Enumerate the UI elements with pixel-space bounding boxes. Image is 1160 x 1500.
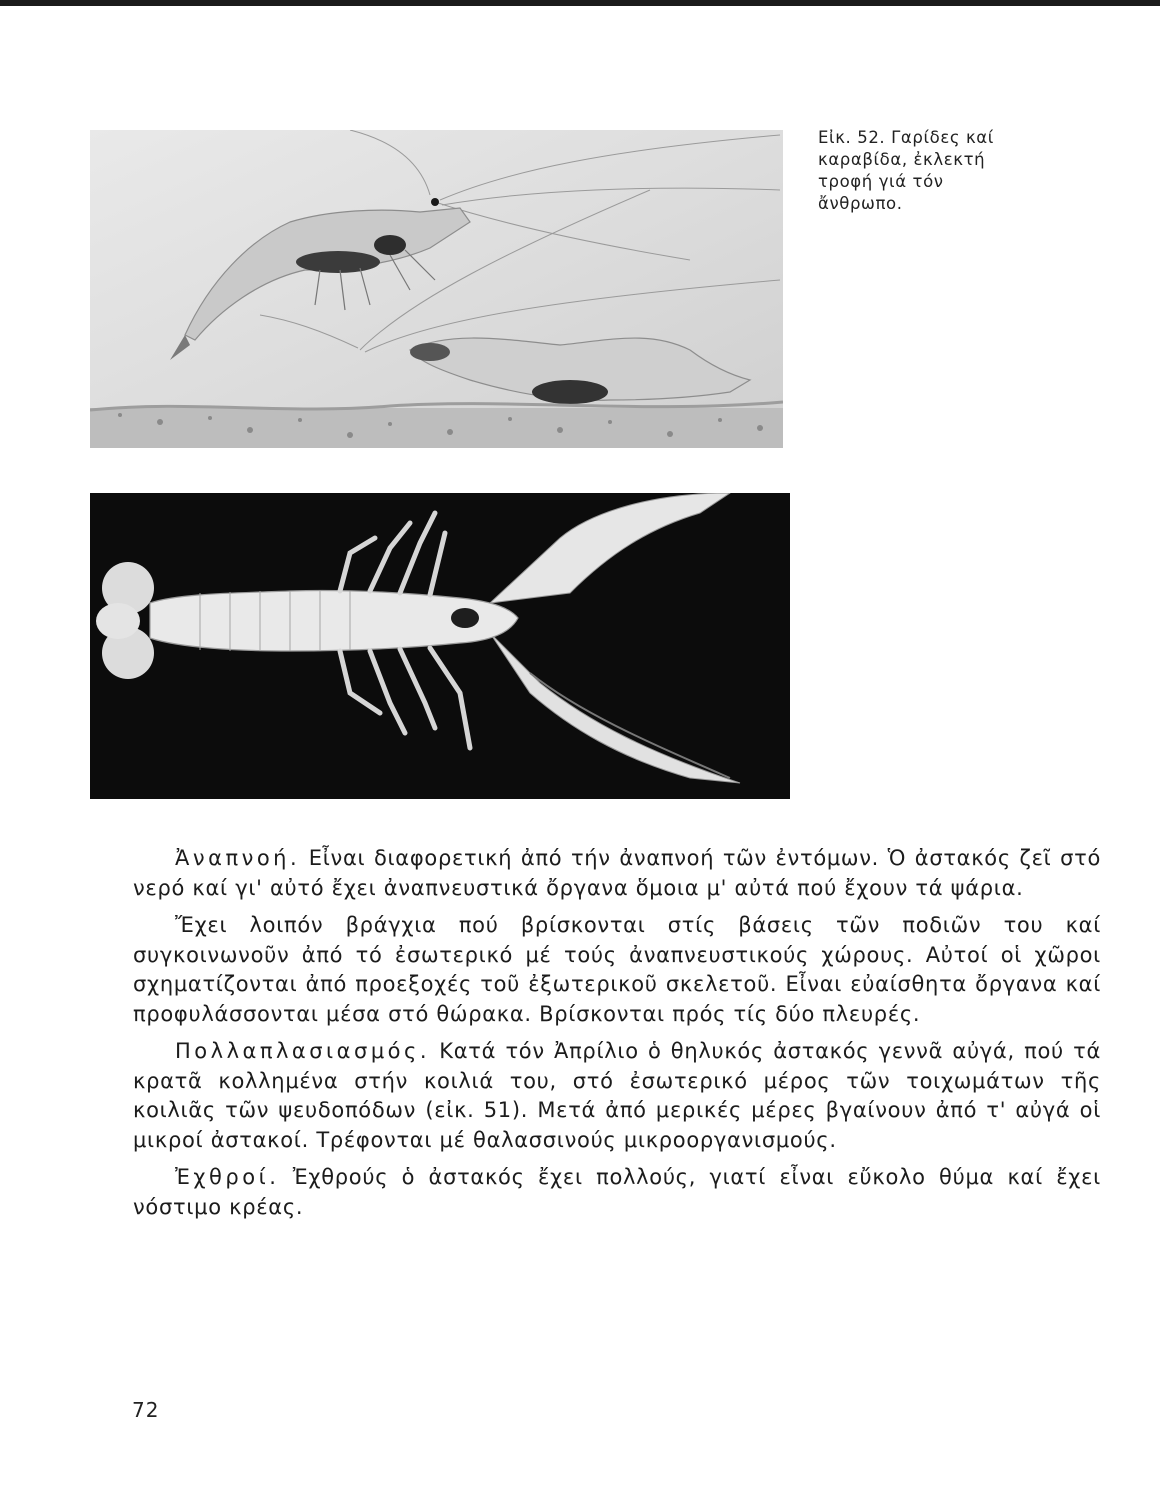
- paragraph-text: Εἶναι διαφορετική ἀπό τήν ἀναπνοή τῶν ἐντόμων. Ὁ ἀστακός ζεῖ στό νερό καί γι' αὐτό ἔχει ἀναπνευστικά ὄργανα ὅμοια μ' αὐτά πού ἔχουν τά ψάρια.: [133, 846, 1101, 900]
- paragraph: [133, 1037, 1101, 1155]
- paragraph-text: Ἔχει λοιπόν βράγχια πού βρίσκονται στίς βάσεις τῶν ποδιῶν του καί συγκοινωνοῦν ἀπό τό ἐσωτερικό μέ τούς ἀναπνευστικούς χώρους. Αὐτοί οἱ χῶροι σχηματίζονται ἀπό προεξοχές τοῦ ἐξωτερικοῦ σκελετοῦ. Εἶναι εὐαίσθητα ὄργανα καί προφυλάσσονται μέσα στό θώρακα. Βρίσκονται πρός τίς δύο πλευρές.: [133, 913, 1101, 1026]
- langoustine-photograph: [90, 493, 790, 799]
- shrimp-illustration: [90, 130, 783, 448]
- shrimp-photograph: [90, 130, 783, 448]
- top-border: [0, 0, 1160, 6]
- section-heading: Ἐχθροί.: [175, 1165, 280, 1189]
- langoustine-illustration: [90, 493, 790, 799]
- section-heading: Ἀναπνοή.: [175, 846, 301, 870]
- paragraph-text: Ἐχθρούς ὁ ἀστακός ἔχει πολλούς, γιατί εἶναι εὔκολο θύμα καί ἔχει νόστιμο κρέας.: [133, 1165, 1101, 1219]
- paragraph: [133, 844, 1101, 903]
- page-number: 72: [132, 1398, 160, 1422]
- body-text: [133, 844, 1101, 1230]
- section-heading: Πολλαπλασιασμός.: [175, 1039, 431, 1063]
- paragraph-text: Κατά τόν Ἀπρίλιο ὁ θηλυκός ἀστακός γεννᾶ αὐγά, πού τά κρατᾶ κολλημένα στήν κοιλιά του, στό ἐσωτερικό μέρος τῶν τοιχωμάτων τῆς κοιλιᾶς τῶν ψευδοπόδων (εἰκ. 51). Μετά ἀπό μερικές μέρες βγαίνουν ἀπό τ' αὐγά οἱ μικροί ἀστακοί. Τρέφονται μέ θαλασσινούς μικροοργανισμούς.: [133, 1039, 1101, 1152]
- paragraph: [133, 1163, 1101, 1222]
- paragraph: [133, 911, 1101, 1029]
- figure-caption: Εἰκ. 52. Γαρίδες καί καραβίδα, ἐκλεκτή τροφή γιά τόν ἄνθρωπο.: [818, 128, 994, 213]
